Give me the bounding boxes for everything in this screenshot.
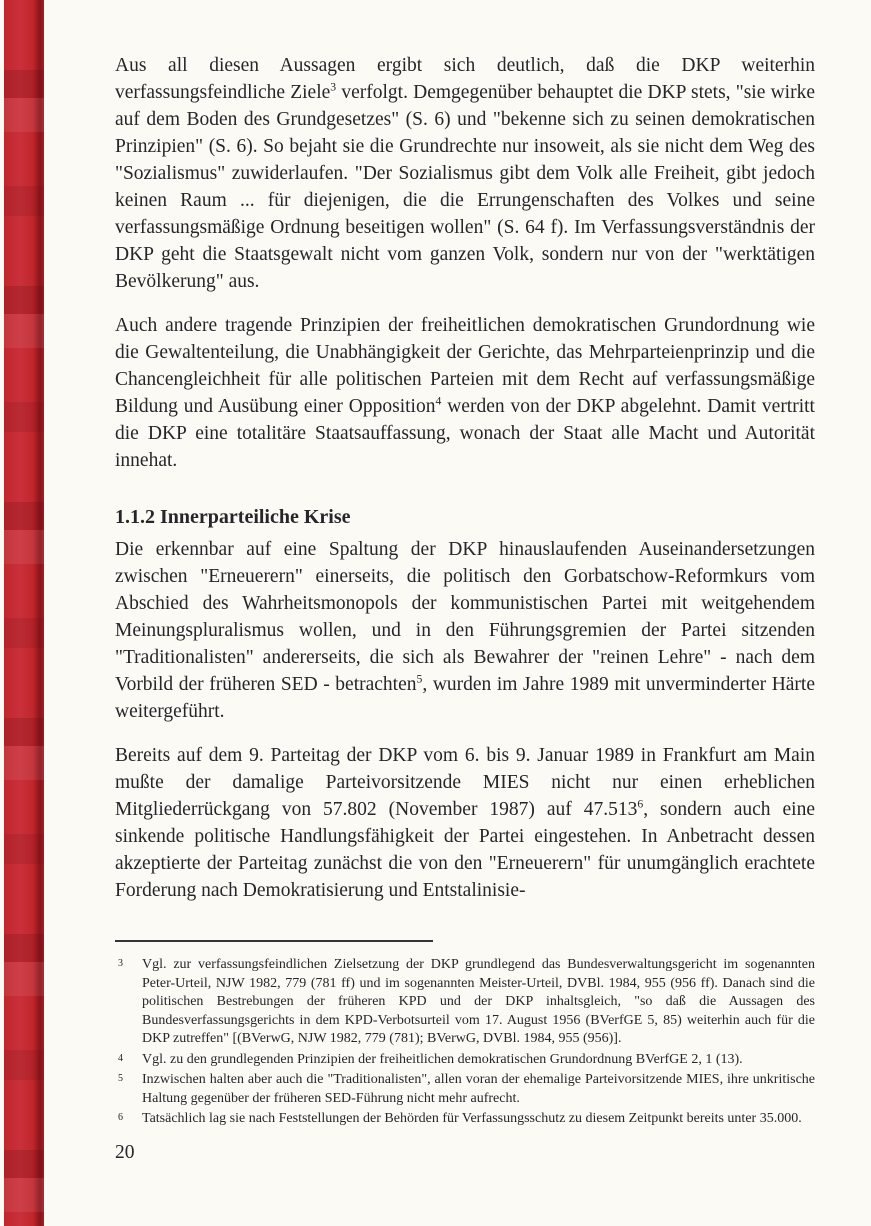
footnote-text: Tatsächlich lag sie nach Feststellungen der Behörden für Verfassungsschutz zu diesem Zeitpunkt bereits unter 35.000. (142, 1111, 802, 1126)
footnote-marker: 4 (118, 1052, 123, 1064)
footnote-separator-rule (115, 940, 433, 942)
footnote-6 (115, 1110, 815, 1129)
section-heading: 1.1.2 Innerparteiliche Krise (115, 506, 351, 528)
footnotes-section (115, 956, 815, 1129)
footnote-text: Vgl. zur verfassungsfeindlichen Zielsetzung der DKP grundlegend das Bundesverwaltungsgericht im sogenannten Peter-Urteil, NJW 1982, 779 (781 ff) und im sogenannten Meister-Urteil, DVBl. 1984, 955 (956 ff). Danach sind die politischen Bestrebungen der früheren KPD und der DKP inhaltsgleich, "so daß die Aussagen des Bundesverfassungsgerichts in dem KPD-Verbotsurteil vom 17. August 1956 (BVerfGE 5, 85) weiterhin auch für die DKP zutreffen" [(BVerwG, NJW 1982, 779 (781); BVerwG, DVBl. 1984, 955 (956)]. (142, 957, 815, 1046)
footnote-4 (115, 1051, 815, 1070)
paragraph-dkp-aussagen: Aus all diesen Aussagen ergibt sich deutlich, daß die DKP weiterhin verfassungsfeindliche Ziele$^3$ verfolgt. Demgegenüber behauptet die DKP stets, "sie wirke auf dem Boden des Grundgesetzes" (S. 6) und "bekenne sich zu seinen demokratischen Prinzipien" (S. 6). So bejaht sie die Grundrechte nur insoweit, als sie nicht dem Weg des "Sozialismus" zuwiderlaufen. "Der Sozialismus gibt dem Volk alle Freiheit, gibt jedoch keinen Raum ... für diejenigen, die die Errungenschaften des Volkes und seine verfassungsmäßige Ordnung beseitigen wollen" (S. 64 f). Im Verfassungsverständnis der DKP geht die Staatsgewalt nicht vom ganzen Volk, sondern nur von der "werktätigen Bevölkerung" aus. (115, 55, 815, 292)
footnote-marker: 3 (118, 958, 123, 969)
page-number: 20 (115, 1141, 135, 1163)
footnote-marker: 6 (118, 1112, 123, 1123)
footnote-marker: 5 (118, 1073, 123, 1084)
page-text-block (115, 0, 815, 1166)
paragraph-grundordnung: Auch andere tragende Prinzipien der freiheitlichen demokratischen Grundordnung wie die Gewaltenteilung, die Unabhängigkeit der Gerichte, das Mehrparteienprinzip und die Chancengleichheit für alle politischen Parteien mit dem Recht auf verfassungsmäßige Bildung und Ausübung einer Opposition$^4$ werden von der DKP abgelehnt. Damit vertritt die DKP eine totalitäre Staatsauffassung, wonach der Staat alle Macht und Autorität innehat. (115, 315, 815, 471)
footnote-text: Inzwischen halten aber auch die "Traditionalisten", allen voran der ehemalige Parteivorsitzende MIES, ihre unkritische Haltung gegenüber der früheren SED-Führung nicht mehr aufrecht. (142, 1072, 815, 1106)
paragraph-parteitag-1989: Bereits auf dem 9. Parteitag der DKP vom 6. bis 9. Januar 1989 in Frankfurt am Main mußte der damalige Parteivorsitzende MIES nicht nur einen erheblichen Mitgliederrückgang von 57.802 (November 1987) auf 47.513$^6$, sondern auch eine sinkende politische Handlungsfähigkeit der Partei eingestehen. In Anbetracht dessen akzeptierte der Parteitag zunächst die von den "Erneuerern" für unumgänglich erachtete Forderung nach Demokratisierung und Entstalinisie- (115, 745, 815, 901)
footnote-5 (115, 1071, 815, 1108)
paragraph-innerparteiliche-krise: Die erkennbar auf eine Spaltung der DKP hinauslaufenden Auseinandersetzungen zwischen "Erneuerern" einerseits, die politisch den Gorbatschow-Reformkurs vom Abschied des Wahrheitsmonopols der kommunistischen Partei mit weitgehendem Meinungspluralismus wollen, und in den Führungsgremien der Partei sitzenden "Traditionalisten" andererseits, die sich als Bewahrer der "reinen Lehre" - nach dem Vorbild der früheren SED - betrachten$^5$, wurden im Jahre 1989 mit unverminderter Härte weitergeführt. (115, 539, 815, 722)
footnote-3 (115, 956, 815, 1049)
book-binding-strip (4, 0, 44, 1226)
footnote-text: Vgl. zu den grundlegenden Prinzipien der freiheitlichen demokratischen Grundordnung BVerfGE 2, 1 (13). (142, 1051, 743, 1067)
